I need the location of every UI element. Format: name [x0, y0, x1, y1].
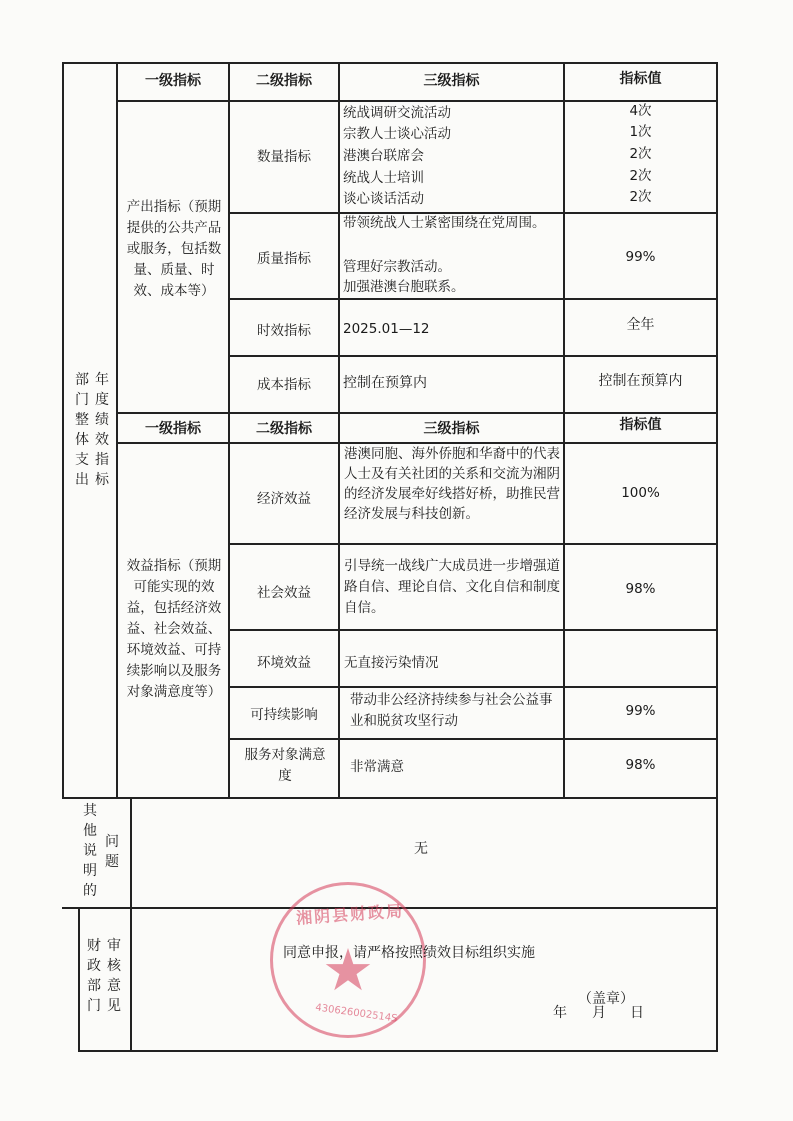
- quantity-value-4: 2次: [629, 189, 652, 205]
- sustainable-name: 可持续影响: [250, 707, 318, 723]
- header1-value: 指标值: [619, 71, 662, 87]
- quantity-name: 数量指标: [257, 149, 311, 165]
- quantity-item-4: 谈心谈话活动: [343, 191, 424, 207]
- header1-level2: 二级指标: [256, 73, 312, 89]
- timeliness-bottom: [228, 355, 718, 357]
- quantity-item-3: 统战人士培训: [343, 170, 424, 186]
- finance-seal-label: （盖章）: [578, 991, 634, 1007]
- cost-text: 控制在预算内: [343, 375, 427, 391]
- benefit-label: 效益指标（预期可能实现的效益，包括经济效益、社会效益、环境效益、可持续影响以及服务对象满意度等）: [126, 558, 222, 700]
- other-label-a: 其他说明的: [83, 803, 97, 899]
- other-content: 无: [414, 841, 428, 857]
- table-border-bottom: [78, 1050, 718, 1052]
- sustainable-value: 99%: [625, 703, 656, 719]
- environment-text: 无直接污染情况: [344, 655, 439, 671]
- quality-name: 质量指标: [257, 251, 311, 267]
- social-bottom: [228, 629, 718, 631]
- quantity-value-0: 4次: [629, 103, 652, 119]
- seal-text: 湘阴县财政局: [295, 901, 405, 928]
- finance-border-left: [78, 907, 80, 1052]
- table-border-right: [716, 62, 718, 1052]
- finance-date-month: 月: [592, 1005, 606, 1021]
- header2-level3: 三级指标: [423, 421, 480, 437]
- economic-name: 经济效益: [257, 491, 311, 507]
- sustainable-bottom: [228, 738, 718, 740]
- cost-name: 成本指标: [257, 377, 311, 393]
- finance-label-b: 审核意见: [107, 938, 121, 1014]
- quality-bottom: [228, 298, 718, 300]
- social-value: 98%: [625, 581, 656, 597]
- header1-level3: 三级指标: [423, 73, 480, 89]
- output-label: 产出指标（预期提供的公共产品或服务，包括数量、质量、时效、成本等）: [126, 199, 222, 299]
- cost-value: 控制在预算内: [598, 373, 683, 389]
- satisfaction-name: 服务对象满意度: [244, 747, 326, 784]
- header2-level2: 二级指标: [256, 421, 312, 437]
- economic-value: 100%: [621, 485, 660, 501]
- seal-star-icon: ★: [322, 936, 374, 1004]
- side-label-col2: 年度绩效指标: [95, 372, 109, 488]
- environment-name: 环境效益: [257, 655, 311, 671]
- quantity-value-1: 1次: [629, 124, 652, 140]
- side-label-col1: 部门整体支出: [75, 372, 89, 488]
- sustainable-text: 带动非公经济持续参与社会公益事业和脱贫攻坚行动: [350, 692, 553, 729]
- environment-bottom: [228, 686, 718, 688]
- timeliness-text: 2025.01—12: [343, 321, 430, 337]
- quantity-value-2: 2次: [629, 146, 652, 162]
- quality-line-0: 带领统战人士紧密围绕在党周围。: [343, 215, 546, 231]
- quantity-item-2: 港澳台联席会: [343, 148, 424, 164]
- quantity-value-3: 2次: [629, 168, 652, 184]
- finance-opinion: 同意申报，请严格按照绩效目标组织实施: [283, 945, 535, 961]
- economic-text: 港澳同胞、海外侨胞和华裔中的代表人士及有关社团的关系和交流为湘阴的经济发展牵好线搭好桥，助推民营经济发展与科技创新。: [344, 446, 560, 522]
- finance-date-day: 日: [630, 1005, 644, 1021]
- quality-value: 99%: [625, 249, 656, 265]
- satisfaction-text: 非常满意: [350, 759, 404, 775]
- header2-value: 指标值: [619, 417, 662, 433]
- timeliness-name: 时效指标: [257, 323, 311, 339]
- quality-line-1: 管理好宗教活动。: [343, 259, 451, 275]
- quality-line-2: 加强港澳台胞联系。: [343, 279, 465, 295]
- quantity-item-1: 宗教人士谈心活动: [343, 126, 451, 142]
- social-name: 社会效益: [257, 585, 311, 601]
- finance-label-a: 财政部门: [87, 938, 101, 1014]
- header1-level1: 一级指标: [145, 73, 201, 89]
- finance-date-year: 年: [553, 1005, 567, 1021]
- other-label-right: [130, 797, 132, 1052]
- satisfaction-value: 98%: [625, 757, 656, 773]
- other-label-b: 问题: [105, 834, 119, 870]
- section1-bottom: [62, 797, 718, 799]
- seal-code: 430626002514S: [314, 1002, 399, 1025]
- header2-level1: 一级指标: [145, 421, 201, 437]
- economic-bottom: [228, 543, 718, 545]
- social-text: 引导统一战线广大成员进一步增强道路自信、理论自信、文化自信和制度自信。: [344, 558, 560, 616]
- table-border-top: [62, 62, 718, 64]
- timeliness-value: 全年: [626, 317, 655, 333]
- table-border-left: [62, 62, 64, 799]
- quantity-item-0: 统战调研交流活动: [343, 105, 451, 121]
